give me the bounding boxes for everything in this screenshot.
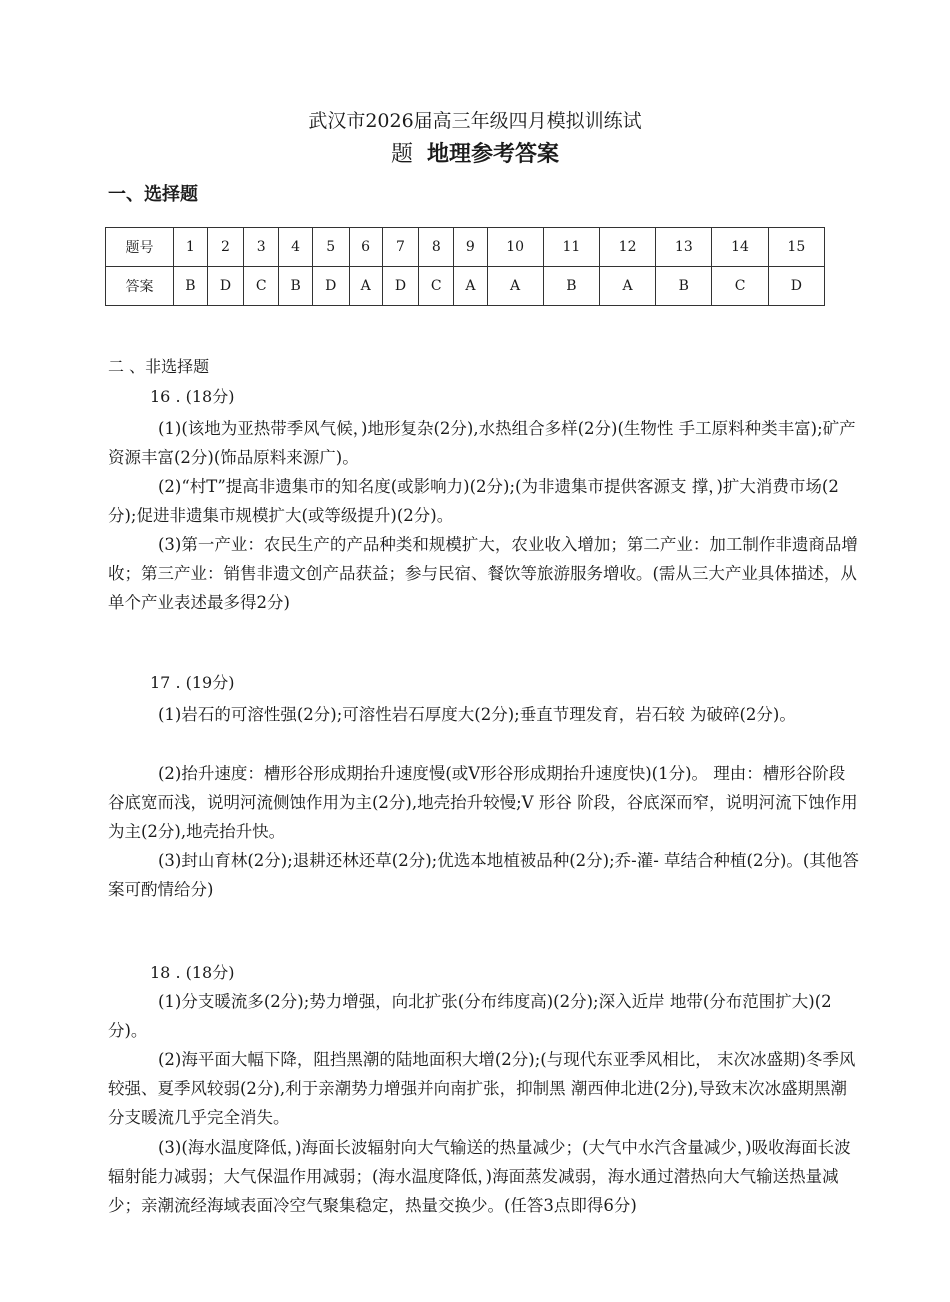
question-18-header: 18 . (18分) (150, 963, 235, 982)
question-number-cell: 5 (313, 228, 350, 267)
answer-cell: C (712, 267, 768, 306)
answer-table-number-row (106, 228, 825, 267)
answer-table (105, 227, 825, 306)
question-16-part1: (1)(该地为亚热带季风气候，)地形复杂(2分),水热组合多样(2分)(生物性 手工原料种类丰富);矿产资源丰富(2分)(饰品原料来源广)。 (108, 419, 856, 467)
answer-cell: B (174, 267, 208, 306)
row-label-number: 题号 (106, 228, 174, 267)
document-title-line1: 武汉市2026届高三年级四月模拟训练试 (308, 110, 642, 132)
answer-cell: B (656, 267, 712, 306)
question-number-cell: 11 (543, 228, 599, 267)
question-number-cell: 15 (768, 228, 824, 267)
answer-cell: D (382, 267, 419, 306)
question-16-header: 16 . (18分) (150, 387, 235, 406)
question-17-part2: (2)抬升速度：槽形谷形成期抬升速度慢(或V形谷形成期抬升速度快)(1分)。 理由：槽形谷阶段谷底宽而浅，说明河流侧蚀作用为主(2分),地壳抬升较慢;V 形谷 阶段，谷底深而窄，说明河流下蚀作用为主(2分),地壳抬升快。 (108, 764, 858, 841)
answer-cell: D (768, 267, 824, 306)
answer-cell: B (543, 267, 599, 306)
question-18-part2: (2)海平面大幅下降，阻挡黑潮的陆地面积大增(2分);(与现代东亚季风相比， 末次冰盛期)冬季风较强、夏季风较弱(2分),利于亲潮势力增强并向南扩张，抑制黑 潮西伸北进(2分),导致末次冰盛期黑潮分支暖流几乎完全消失。 (108, 1050, 856, 1127)
question-number-cell: 3 (244, 228, 279, 267)
question-17-part1: (1)岩石的可溶性强(2分);可溶性岩石厚度大(2分);垂直节理发育，岩石较 为破碎(2分)。 (158, 705, 796, 724)
question-number-cell: 6 (349, 228, 382, 267)
section-nonchoice-title: 二 、非选择题 (108, 357, 210, 376)
row-label-answer: 答案 (106, 267, 174, 306)
question-16-part3: (3)第一产业：农民生产的产品种类和规模扩大，农业收入增加；第二产业：加工制作非遗商品增收；第三产业：销售非遗文创产品获益；参与民宿、餐饮等旅游服务增收。(需从三大产业具体描述，从单个产业表述最多得2分) (108, 535, 858, 612)
answer-cell: A (487, 267, 543, 306)
question-number-cell: 14 (712, 228, 768, 267)
title-line2-prefix: 题 (390, 142, 413, 167)
section-choice-title: 一、选择题 (108, 184, 198, 205)
question-18-part1: (1)分支暖流多(2分);势力增强，向北扩张(分布纬度高)(2分);深入近岸 地带(分布范围扩大)(2分)。 (108, 992, 832, 1040)
question-number-cell: 7 (382, 228, 419, 267)
document-title-line2 (0, 137, 950, 168)
answer-cell: D (313, 267, 350, 306)
answer-cell: A (454, 267, 487, 306)
question-number-cell: 1 (174, 228, 208, 267)
question-number-cell: 4 (279, 228, 313, 267)
question-number-cell: 8 (419, 228, 454, 267)
question-17-header: 17 . (19分) (150, 673, 235, 692)
question-18-part3: (3)(海水温度降低，)海面长波辐射向大气输送的热量减少；(大气中水汽含量减少，)吸收海面长波辐射能力减弱；大气保温作用减弱；(海水温度降低，)海面蒸发减弱，海水通过潜热向大气输送热量减少；亲潮流经海域表面冷空气聚集稳定，热量交换少。(任答3点即得6分) (108, 1138, 851, 1215)
answer-cell: C (244, 267, 279, 306)
answer-cell: C (419, 267, 454, 306)
question-16-part2: (2)“村T”提高非遗集市的知名度(或影响力)(2分);(为非遗集市提供客源支 撑，)扩大消费市场(2分);促进非遗集市规模扩大(或等级提升)(2分)。 (108, 477, 839, 525)
question-number-cell: 9 (454, 228, 487, 267)
question-number-cell: 12 (599, 228, 655, 267)
question-number-cell: 13 (656, 228, 712, 267)
question-number-cell: 10 (487, 228, 543, 267)
answer-cell: A (599, 267, 655, 306)
answer-cell: A (349, 267, 382, 306)
answer-table-answer-row (106, 267, 825, 306)
answer-cell: B (279, 267, 313, 306)
question-number-cell: 2 (207, 228, 244, 267)
answer-cell: D (207, 267, 244, 306)
question-17-part3: (3)封山育林(2分);退耕还林还草(2分);优选本地植被品种(2分);乔-灌- 草结合种植(2分)。(其他答案可酌情给分) (108, 851, 859, 899)
title-line2-main: 地理参考答案 (427, 141, 560, 167)
